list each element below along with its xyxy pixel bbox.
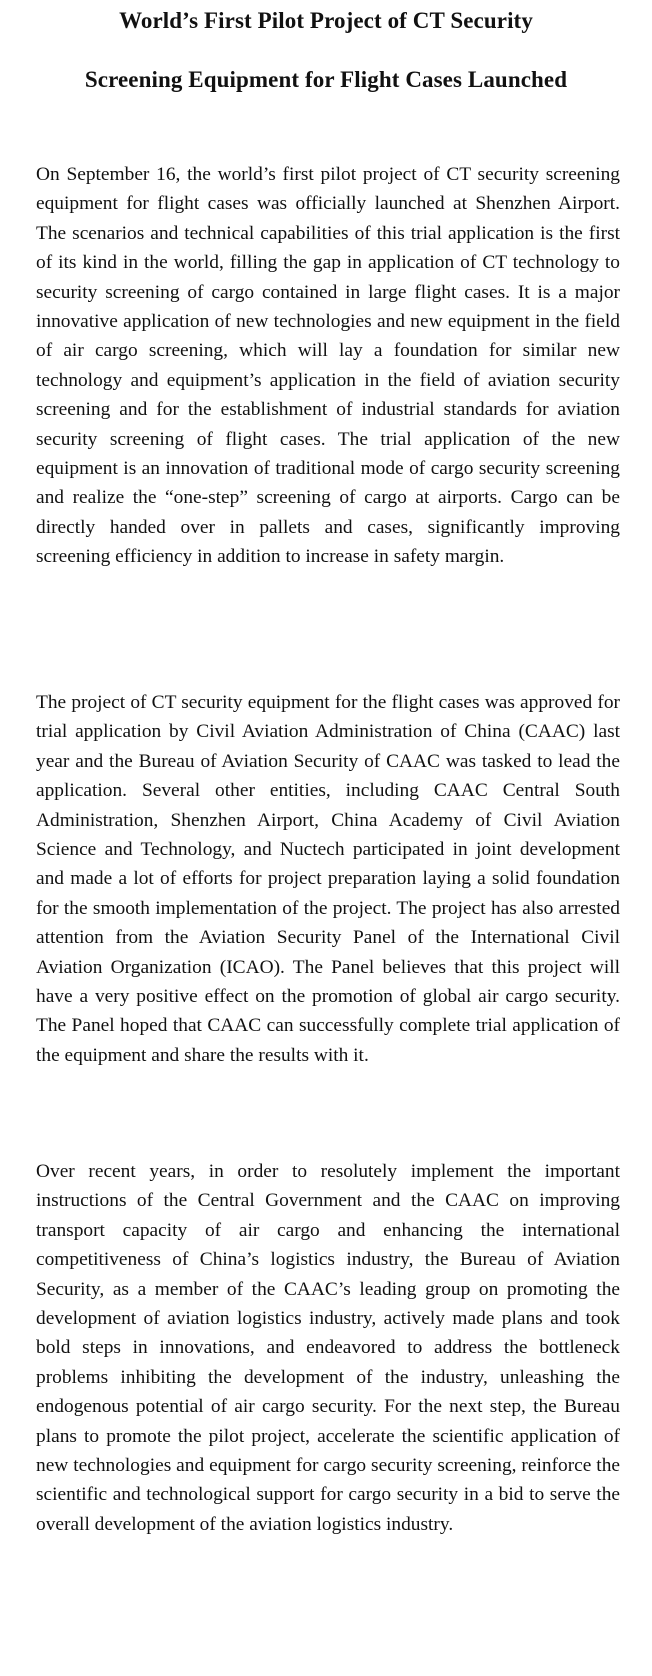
document-title-line-1: World’s First Pilot Project of CT Security: [119, 8, 533, 33]
document-title-line-2: Screening Equipment for Flight Cases Launched: [84, 67, 568, 92]
paragraph-3: Over recent years, in order to resolutely implement the important instructions of the Central Government and the CAAC on improving transport capacity of air cargo and enhancing the international competitiveness of China’s logistics industry, the Bureau of Aviation Security, as a member of the CAAC’s leading group on promoting the development of aviation logistics industry, actively made plans and took bold steps in innovations, and endeavored to address the bottleneck problems inhibiting the development of the industry, unleashing the endogenous potential of air cargo security. For the next step, the Bureau plans to promote the pilot project, accelerate the scientific application of new technologies and equipment for cargo security screening, reinforce the scientific and technological support for cargo security in a bid to serve the overall development of the aviation logistics industry.: [36, 1161, 620, 1535]
paragraph-2: The project of CT security equipment for the flight cases was approved for trial application by Civil Aviation Administration of China (CAAC) last year and the Bureau of Aviation Security of CAAC was tasked to lead the application. Several other entities, including CAAC Central South Administration, Shenzhen Airport, China Academy of Civil Aviation Science and Technology, and Nuctech participated in joint development and made a lot of efforts for project preparation laying a solid foundation for the smooth implementation of the project. The project has also arrested attention from the Aviation Security Panel of the International Civil Aviation Organization (ICAO). The Panel believes that this project will have a very positive effect on the promotion of global air cargo security. The Panel hoped that CAAC can successfully complete trial application of the equipment and share the results with it.: [36, 692, 620, 1066]
paragraph-1: On September 16, the world’s first pilot project of CT security screening equipment for flight cases was officially launched at Shenzhen Airport. The scenarios and technical capabilities of this trial application is the first of its kind in the world, filling the gap in application of CT technology to security screening of cargo contained in large flight cases. It is a major innovative application of new technologies and new equipment in the field of air cargo screening, which will lay a foundation for similar new technology and equipment’s application in the field of aviation security screening and for the establishment of industrial standards for aviation security screening of flight cases. The trial application of the new equipment is an innovation of traditional mode of cargo security screening and realize the “one-step” screening of cargo at airports. Cargo can be directly handed over in pallets and cases, significantly improving screening efficiency in addition to increase in safety margin.: [36, 164, 620, 568]
